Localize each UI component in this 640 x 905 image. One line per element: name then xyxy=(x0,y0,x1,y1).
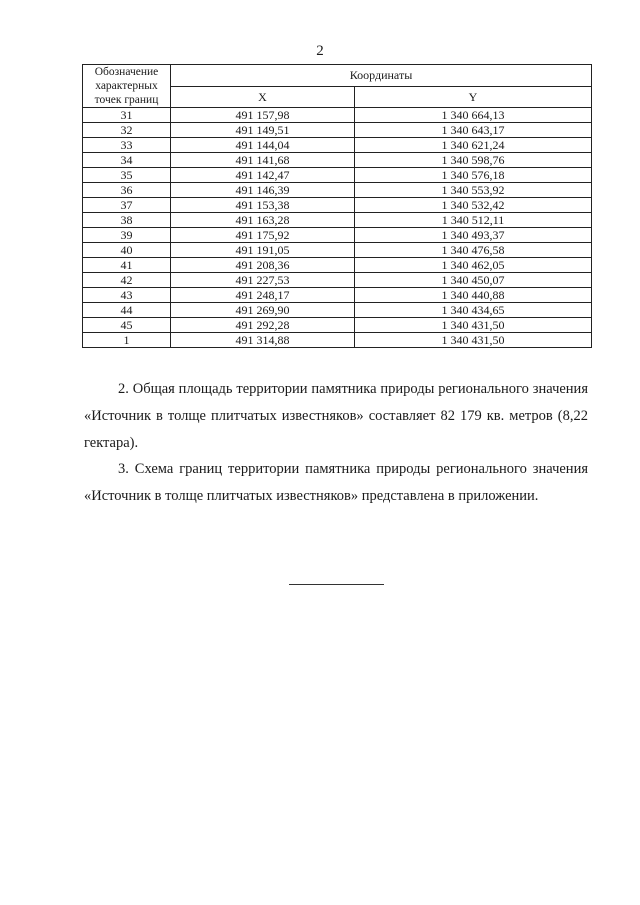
table-row xyxy=(83,258,592,273)
point-number-cell: 41 xyxy=(83,258,171,273)
point-number-cell: 45 xyxy=(83,318,171,333)
table-row xyxy=(83,213,592,228)
point-number-cell: 44 xyxy=(83,303,171,318)
x-coordinate-cell: 491 208,36 xyxy=(171,258,355,273)
x-coordinate-cell: 491 314,88 xyxy=(171,333,355,348)
y-coordinate-cell: 1 340 643,17 xyxy=(355,123,592,138)
table-row xyxy=(83,183,592,198)
y-coordinate-cell: 1 340 576,18 xyxy=(355,168,592,183)
table-row xyxy=(83,303,592,318)
y-coordinate-cell: 1 340 664,13 xyxy=(355,108,592,123)
point-number-cell: 36 xyxy=(83,183,171,198)
point-number-cell: 34 xyxy=(83,153,171,168)
point-number-cell: 38 xyxy=(83,213,171,228)
point-number-cell: 42 xyxy=(83,273,171,288)
y-coordinate-cell: 1 340 440,88 xyxy=(355,288,592,303)
x-coordinate-cell: 491 163,28 xyxy=(171,213,355,228)
x-coordinate-cell: 491 144,04 xyxy=(171,138,355,153)
point-number-cell: 37 xyxy=(83,198,171,213)
table-row xyxy=(83,198,592,213)
y-coordinate-cell: 1 340 532,42 xyxy=(355,198,592,213)
header-point-label: Обозначение характерных точек границ xyxy=(83,65,171,108)
header-y: Y xyxy=(355,86,592,108)
table-row xyxy=(83,273,592,288)
y-coordinate-cell: 1 340 431,50 xyxy=(355,318,592,333)
header-x: X xyxy=(171,86,355,108)
y-coordinate-cell: 1 340 621,24 xyxy=(355,138,592,153)
y-coordinate-cell: 1 340 476,58 xyxy=(355,243,592,258)
y-coordinate-cell: 1 340 462,05 xyxy=(355,258,592,273)
x-coordinate-cell: 491 248,17 xyxy=(171,288,355,303)
paragraph-total-area xyxy=(84,376,588,457)
end-rule xyxy=(289,584,384,585)
table-row xyxy=(83,153,592,168)
x-coordinate-cell: 491 149,51 xyxy=(171,123,355,138)
x-coordinate-cell: 491 146,39 xyxy=(171,183,355,198)
y-coordinate-cell: 1 340 598,76 xyxy=(355,153,592,168)
paragraph-total-area-text: 2. Общая площадь территории памятника природы регионального значения «Источник в толще плитчатых известняков» составляет 82 179 кв. метров (8,22 гектара). xyxy=(84,381,588,451)
table-row xyxy=(83,318,592,333)
point-number-cell: 32 xyxy=(83,123,171,138)
x-coordinate-cell: 491 227,53 xyxy=(171,273,355,288)
coordinates-table xyxy=(82,64,592,348)
point-number-cell: 33 xyxy=(83,138,171,153)
table-row xyxy=(83,123,592,138)
paragraph-boundary-scheme xyxy=(84,456,588,510)
table-row xyxy=(83,333,592,348)
y-coordinate-cell: 1 340 553,92 xyxy=(355,183,592,198)
paragraph-boundary-scheme-text: 3. Схема границ территории памятника природы регионального значения «Источник в толще плитчатых известняков» представлена в приложении. xyxy=(84,461,588,504)
point-number-cell: 35 xyxy=(83,168,171,183)
x-coordinate-cell: 491 153,38 xyxy=(171,198,355,213)
x-coordinate-cell: 491 292,28 xyxy=(171,318,355,333)
point-number-cell: 43 xyxy=(83,288,171,303)
point-number-cell: 39 xyxy=(83,228,171,243)
point-number-cell: 1 xyxy=(83,333,171,348)
point-number-cell: 31 xyxy=(83,108,171,123)
x-coordinate-cell: 491 269,90 xyxy=(171,303,355,318)
x-coordinate-cell: 491 191,05 xyxy=(171,243,355,258)
point-number-cell: 40 xyxy=(83,243,171,258)
y-coordinate-cell: 1 340 450,07 xyxy=(355,273,592,288)
x-coordinate-cell: 491 142,47 xyxy=(171,168,355,183)
page-number: 2 xyxy=(316,43,324,59)
x-coordinate-cell: 491 157,98 xyxy=(171,108,355,123)
y-coordinate-cell: 1 340 493,37 xyxy=(355,228,592,243)
header-coordinates: Координаты xyxy=(171,65,592,87)
table-row xyxy=(83,138,592,153)
table-row xyxy=(83,288,592,303)
table-body xyxy=(83,108,592,348)
table-row xyxy=(83,243,592,258)
x-coordinate-cell: 491 141,68 xyxy=(171,153,355,168)
table-row xyxy=(83,168,592,183)
table-row xyxy=(83,228,592,243)
x-coordinate-cell: 491 175,92 xyxy=(171,228,355,243)
y-coordinate-cell: 1 340 431,50 xyxy=(355,333,592,348)
y-coordinate-cell: 1 340 512,11 xyxy=(355,213,592,228)
y-coordinate-cell: 1 340 434,65 xyxy=(355,303,592,318)
table-row xyxy=(83,108,592,123)
